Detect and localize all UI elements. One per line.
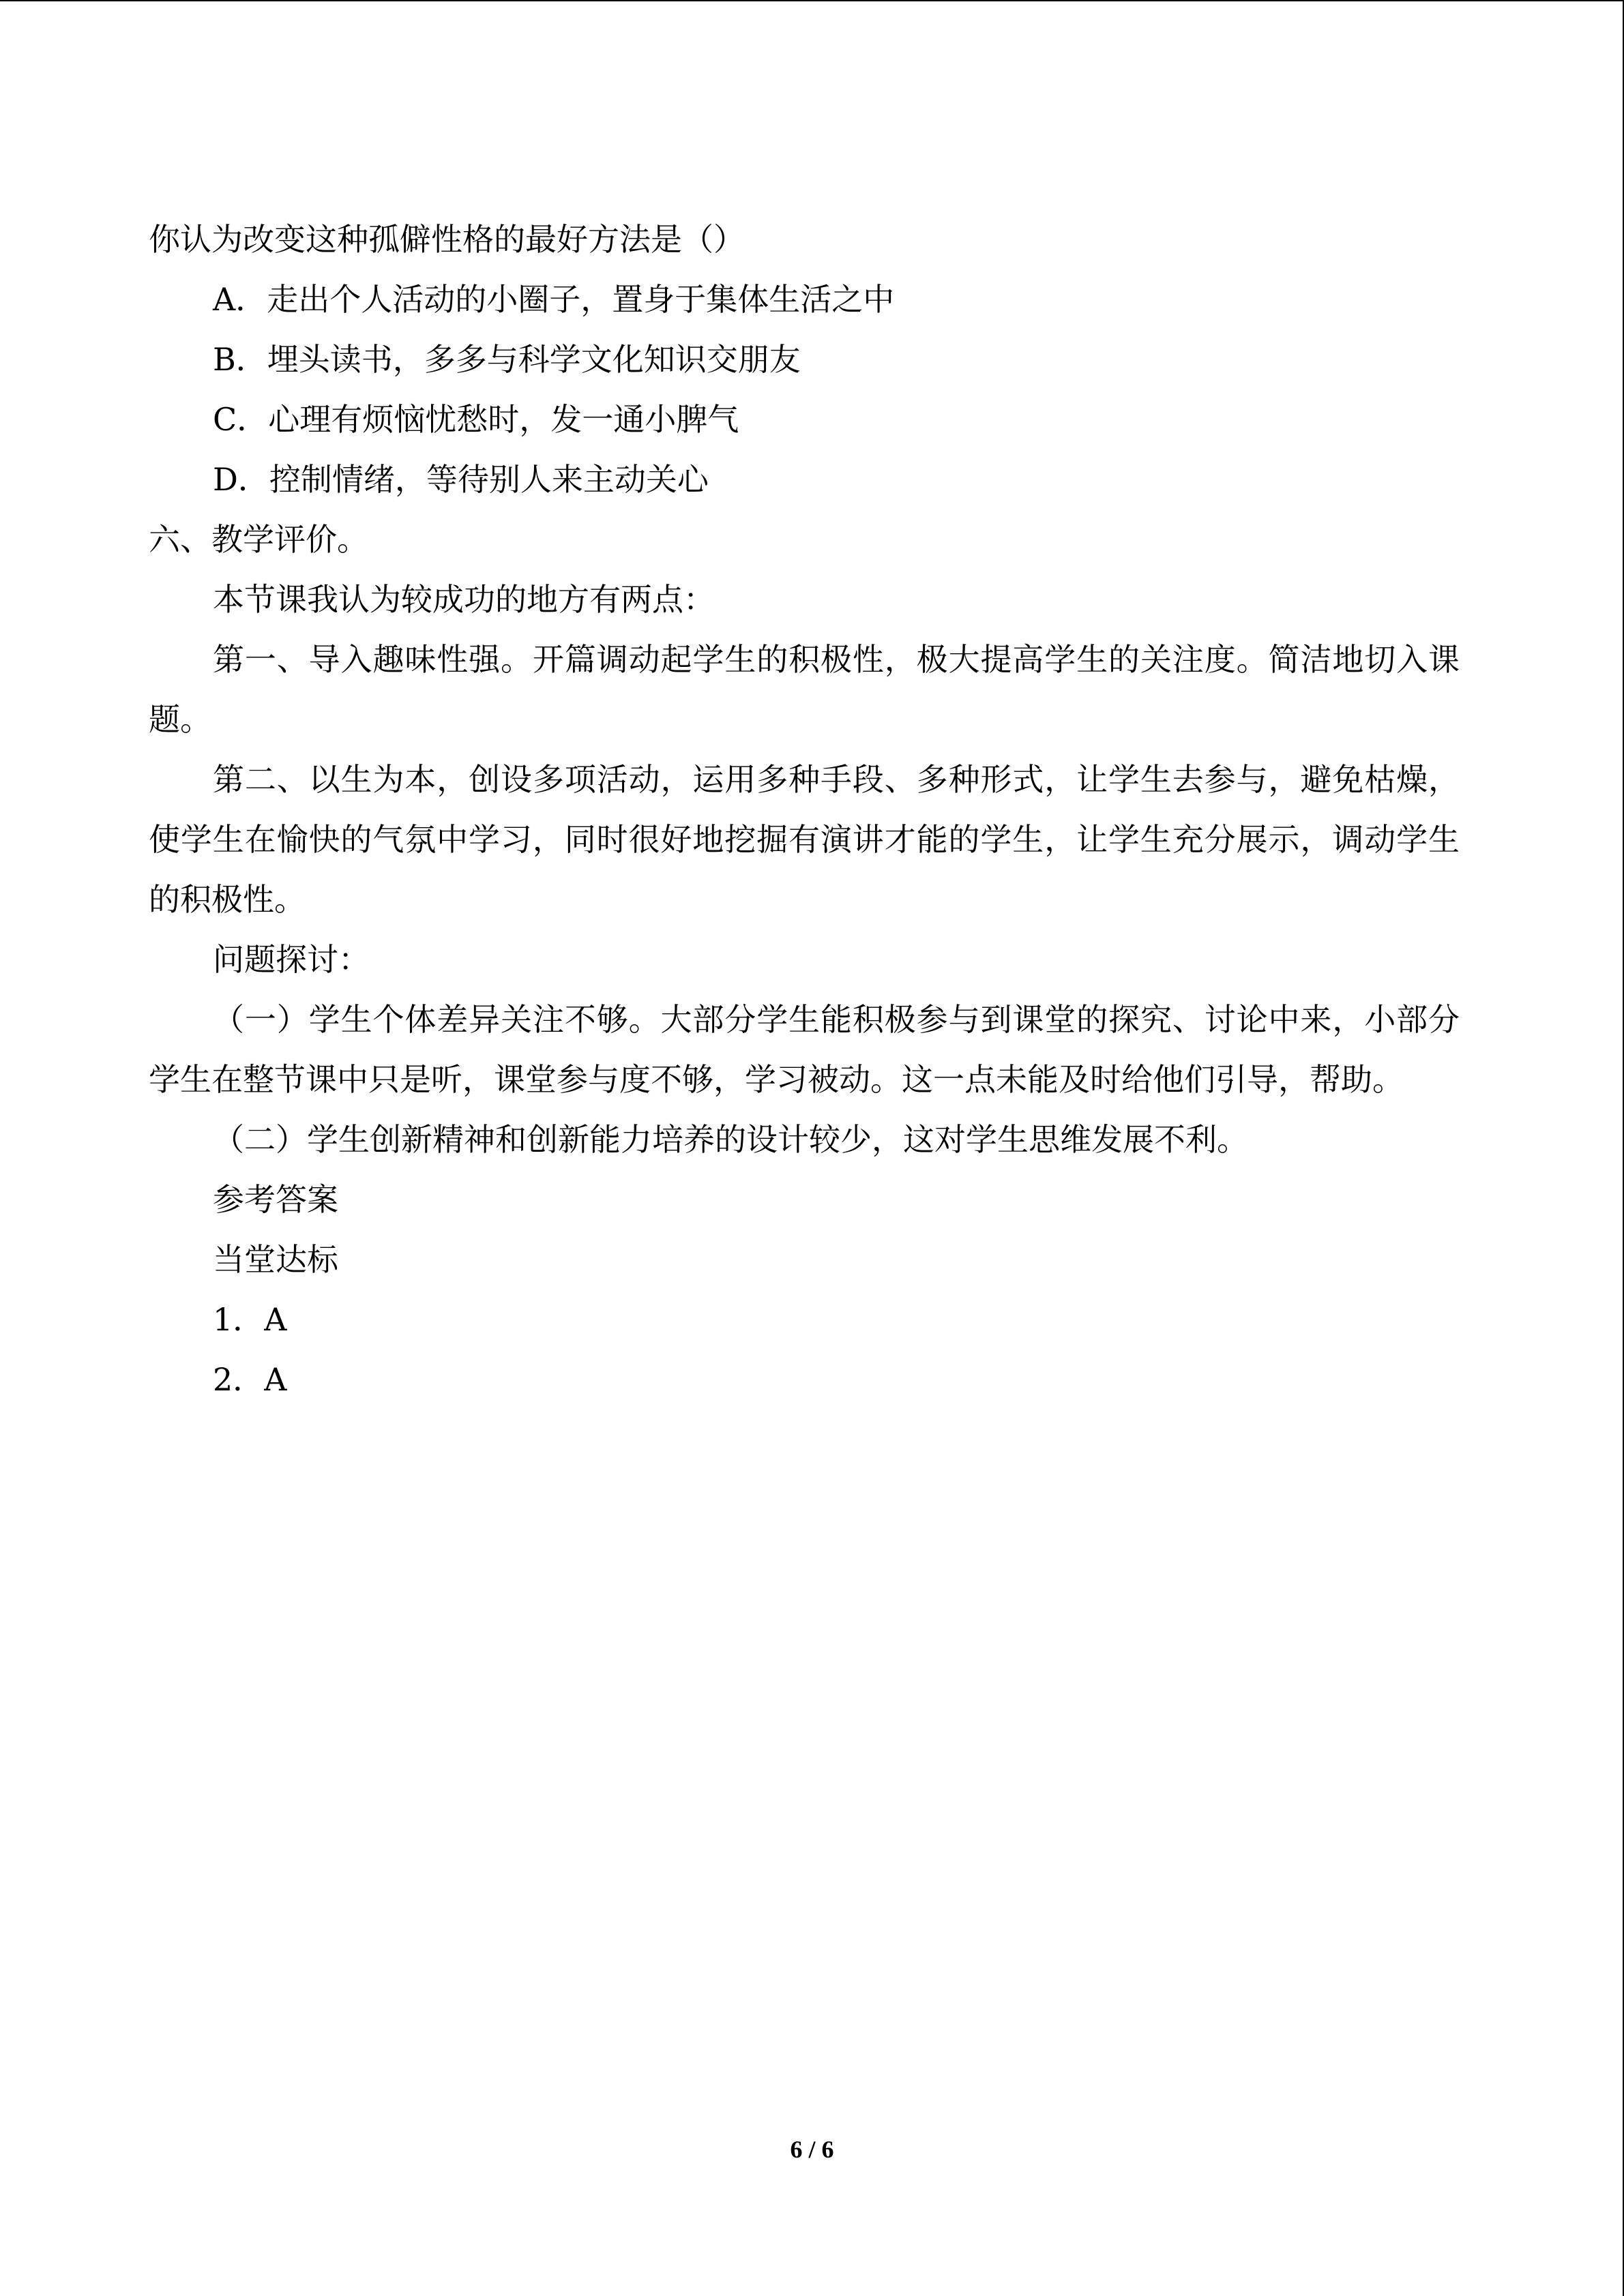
option-c: C．心理有烦恼忧愁时，发一通小脾气 <box>213 401 739 438</box>
option-d: D．控制情绪，等待别人来主动关心 <box>213 461 709 498</box>
subheading-in-class-check: 当堂达标 <box>213 1241 338 1278</box>
option-b: B．埋头读书，多多与科学文化知识交朋友 <box>213 341 801 378</box>
paragraph-issue-one: （一）学生个体差异关注不够。大部分学生能积极参与到课堂的探究、讨论中来，小部分学生在整节课中只是听，课堂参与度不够，学习被动。这一点未能及时给他们引导，帮助。 <box>149 1001 1460 1098</box>
paragraph-point-one: 第一、导入趣味性强。开篇调动起学生的积极性，极大提高学生的关注度。简洁地切入课题。 <box>149 641 1460 738</box>
option-a: A．走出个人活动的小圈子，置身于集体生活之中 <box>213 281 895 318</box>
subheading-discussion: 问题探讨： <box>213 941 370 978</box>
section-heading-evaluation: 六、教学评价。 <box>149 521 368 558</box>
question-stem: 你认为改变这种孤僻性格的最好方法是（） <box>149 221 745 258</box>
subheading-answers: 参考答案 <box>213 1181 338 1218</box>
paragraph-issue-two: （二）学生创新精神和创新能力培养的设计较少，这对学生思维发展不利。 <box>213 1121 1248 1158</box>
answer-item-2: 2．A <box>213 1361 287 1398</box>
page-number: 6 / 6 <box>790 2136 834 2163</box>
paragraph-point-two: 第二、以生为本，创设多项活动，运用多种手段、多种形式，让学生去参与，避免枯燥，使学生在愉快的气氛中学习，同时很好地挖掘有演讲才能的学生，让学生充分展示，调动学生的积极性。 <box>149 761 1460 918</box>
answer-item-1: 1．A <box>213 1301 287 1338</box>
document-body <box>149 209 1460 1410</box>
paragraph-intro: 本节课我认为较成功的地方有两点： <box>213 581 715 618</box>
